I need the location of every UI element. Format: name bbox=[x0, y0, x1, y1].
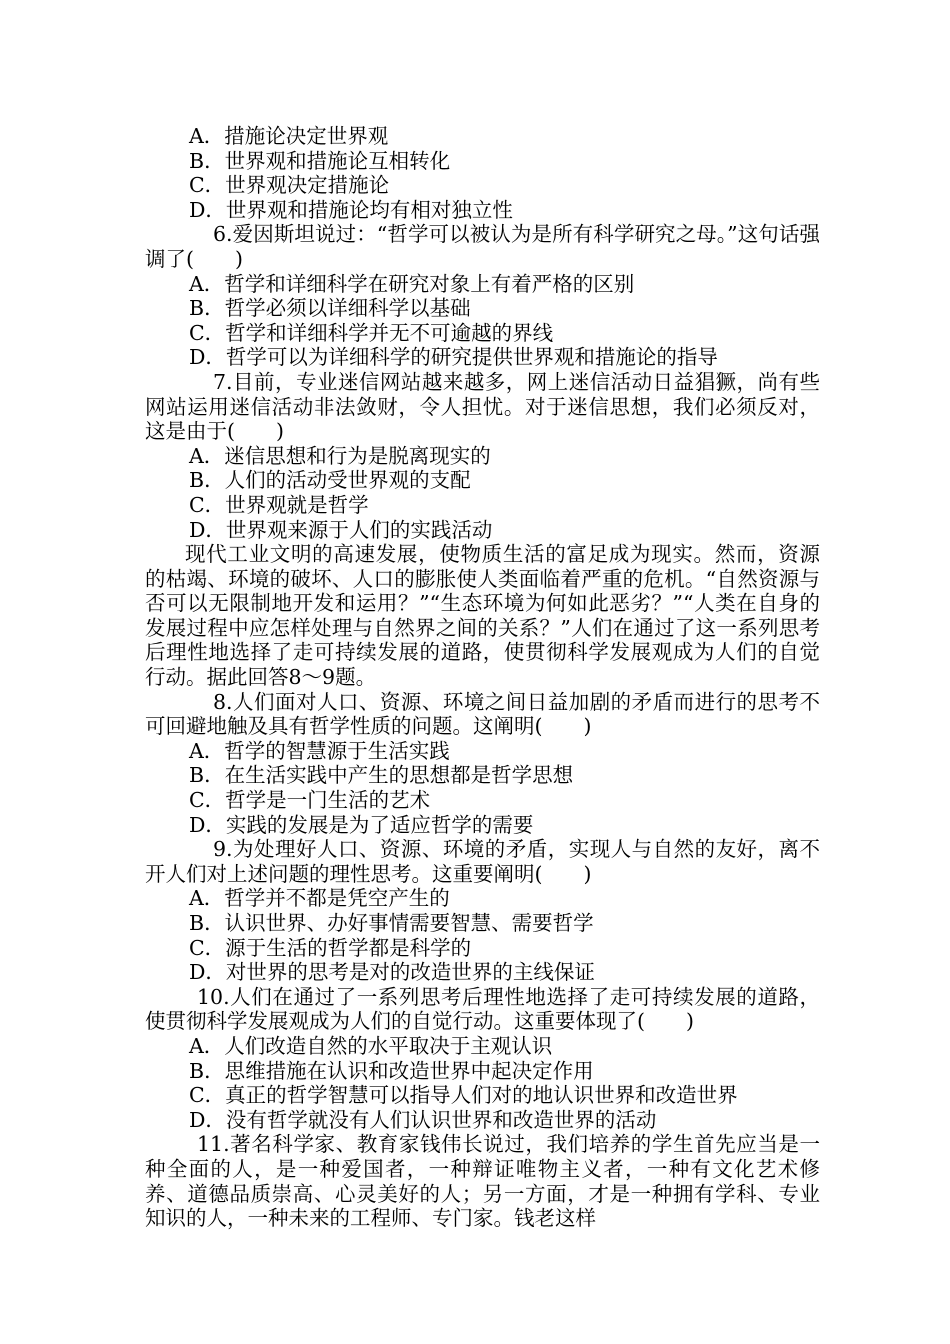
option-b: B．哲学必须以详细科学以基础 bbox=[189, 296, 471, 321]
question-7-stem: 7.目前，专业迷信网站越来越多，网上迷信活动日益猖獗，尚有些网站运用迷信活动非法敛财，令人担忧。对于迷信思想，我们必须反对，这是由于( ) bbox=[145, 369, 820, 444]
option-d: D．对世界的思考是对的改造世界的主线保证 bbox=[189, 960, 595, 985]
option-c: C．哲学和详细科学并无不可逾越的界线 bbox=[189, 320, 554, 345]
option-a: A．措施论决定世界观 bbox=[189, 124, 389, 148]
question-8-stem: 8.人们面对人口、资源、环境之间日益加剧的矛盾而进行的思考不可回避地触及具有哲学性质的问题。这阐明( ) bbox=[145, 689, 820, 739]
option-a: A．人们改造自然的水平取决于主观认识 bbox=[189, 1033, 553, 1058]
option-c: C．世界观决定措施论 bbox=[189, 173, 390, 198]
option-b: B．认识世界、办好事情需要智慧、需要哲学 bbox=[189, 911, 594, 935]
question-9 bbox=[145, 837, 820, 985]
option-b: B．思维措施在认识和改造世界中起决定作用 bbox=[189, 1058, 594, 1083]
option-a: A．哲学并不都是凭空产生的 bbox=[189, 886, 450, 911]
option-a: A．哲学和详细科学在研究对象上有着严格的区别 bbox=[189, 271, 635, 296]
option-d: D．世界观来源于人们的实践活动 bbox=[189, 517, 493, 542]
option-a: A．哲学的智慧源于生活实践 bbox=[189, 738, 450, 763]
option-c: C．哲学是一门生活的艺术 bbox=[189, 788, 431, 813]
option-c: C．世界观就是哲学 bbox=[189, 492, 369, 517]
question-6-stem: 6.爱因斯坦说过：“哲学可以被认为是所有科学研究之母。”这句话强调了( ) bbox=[145, 222, 820, 271]
option-c: C．真正的哲学智慧可以指导人们对的地认识世界和改造世界 bbox=[189, 1083, 738, 1108]
option-d: D．世界观和措施论均有相对独立性 bbox=[189, 197, 513, 222]
option-b: B．世界观和措施论互相转化 bbox=[189, 148, 451, 173]
question-8 bbox=[145, 690, 820, 838]
question-9-stem: 9.为处理好人口、资源、环境的矛盾，实现人与自然的友好，离不开人们对上述问题的理性思考。这重要阐明( ) bbox=[145, 837, 820, 886]
question-6 bbox=[145, 222, 820, 370]
reading-passage: 现代工业文明的高速发展，使物质生活的富足成为现实。然而，资源的枯竭、环境的破坏、人口的膨胀使人类面临着严重的危机。“自然资源与否可以无限制地开发和运用？”“生态环境为何如此恶劣？”“人类在自身的发展过程中应怎样处理与自然界之间的关系？”人们在通过了这一系列思考后理性地选择了走可持续发展的道路，使贯彻科学发展观成为人们的自觉行动。据此回答8～9题。 bbox=[145, 542, 820, 690]
option-d: D．哲学可以为详细科学的研究提供世界观和措施论的指导 bbox=[189, 345, 718, 370]
question-content bbox=[145, 124, 820, 1231]
option-b: B．人们的活动受世界观的支配 bbox=[189, 468, 471, 493]
question-10-stem: 10.人们在通过了一系列思考后理性地选择了走可持续发展的道路，使贯彻科学发展观成为人们的自觉行动。这重要体现了( ) bbox=[145, 984, 820, 1034]
question-7 bbox=[145, 370, 820, 542]
option-b: B．在生活实践中产生的思想都是哲学思想 bbox=[189, 763, 574, 788]
option-a: A．迷信思想和行为是脱离现实的 bbox=[189, 443, 491, 468]
question-10 bbox=[145, 985, 820, 1133]
option-c: C．源于生活的哲学都是科学的 bbox=[189, 935, 472, 960]
question-5-options bbox=[145, 124, 820, 222]
question-11-stem: 11.著名科学家、教育家钱伟长说过，我们培养的学生首先应当是一种全面的人，是一种爱国者，一种辩证唯物主义者，一种有文化艺术修养、道德品质崇高、心灵美好的人；另一方面，才是一种拥有学科、专业知识的人，一种未来的工程师、专门家。钱老这样 bbox=[145, 1132, 820, 1231]
option-d: D．没有哲学就没有人们认识世界和改造世界的活动 bbox=[189, 1107, 657, 1132]
question-11 bbox=[145, 1132, 820, 1230]
option-d: D．实践的发展是为了适应哲学的需要 bbox=[189, 812, 534, 837]
